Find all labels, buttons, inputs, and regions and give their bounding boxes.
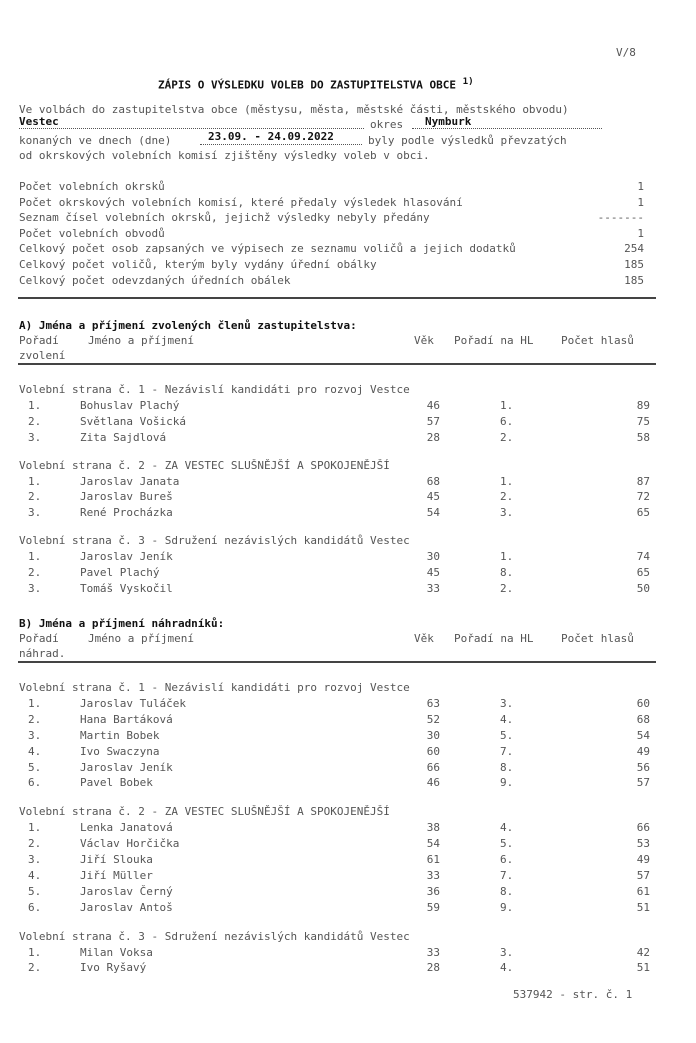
row-order: 5.	[28, 760, 42, 774]
row-votes: 57	[636, 868, 650, 882]
row-age: 59	[426, 900, 440, 914]
row-votes: 74	[636, 550, 650, 564]
row-name: Jaroslav Janata	[80, 474, 180, 488]
row-hl-order: 4.	[500, 712, 514, 726]
row-age: 52	[426, 712, 440, 726]
section-a-h-vek: Věk	[414, 334, 434, 347]
row-hl-order: 8.	[500, 566, 514, 579]
row-age: 54	[426, 506, 440, 520]
stat-label: Celkový počet voličů, kterým byly vydány úřední obálky	[19, 258, 377, 271]
table-row	[0, 550, 696, 566]
stat-row	[0, 242, 696, 258]
row-hl-order: 1.	[500, 398, 514, 412]
row-name: Jaroslav Černý	[80, 884, 173, 898]
document-title	[158, 76, 474, 92]
row-order: 1.	[28, 474, 42, 488]
stat-value: 1	[637, 195, 644, 209]
intro-line-3-rest: byly podle výsledků převzatých	[368, 134, 567, 147]
row-age: 45	[426, 566, 440, 579]
row-hl-order: 4.	[500, 961, 514, 975]
row-age: 60	[426, 744, 440, 758]
section-b-h-hlasy: Počet hlasů	[561, 632, 634, 645]
party-label: Volební strana č. 2 - ZA VESTEC SLUŠNĚJŠÍ A SPOKOJENĚJŠÍ	[19, 458, 390, 472]
row-hl-order: 7.	[500, 868, 514, 882]
row-name: Hana Bartáková	[80, 712, 173, 726]
table-row	[0, 415, 696, 431]
okres-dots	[412, 128, 602, 129]
row-votes: 49	[636, 744, 650, 758]
row-hl-order: 3.	[500, 696, 514, 710]
obec-dots	[19, 128, 364, 129]
table-row	[0, 697, 696, 713]
stat-value: 1	[637, 180, 644, 193]
row-order: 3.	[28, 506, 42, 520]
row-hl-order: 9.	[500, 776, 514, 790]
section-b-title: B) Jména a příjmení náhradníků:	[19, 617, 225, 630]
row-order: 1.	[28, 550, 42, 564]
konanych-label: konaných ve dnech (dne)	[19, 134, 172, 147]
section-a-title: A) Jména a příjmení zvolených členů zastupitelstva:	[19, 319, 357, 332]
row-order: 4.	[28, 744, 42, 758]
row-order: 6.	[28, 776, 42, 790]
row-hl-order: 8.	[500, 884, 514, 898]
party-label: Volební strana č. 1 - Nezávislí kandidáti pro rozvoj Vestce	[19, 681, 410, 694]
row-order: 1.	[28, 696, 42, 710]
table-row	[0, 869, 696, 885]
row-age: 30	[426, 728, 440, 742]
row-order: 1.	[28, 821, 42, 835]
row-votes: 51	[636, 961, 650, 975]
table-row	[0, 729, 696, 745]
table-row	[0, 837, 696, 853]
row-age: 28	[426, 961, 440, 975]
row-votes: 66	[636, 821, 650, 835]
stat-label: Celkový počet osob zapsaných ve výpisech ze seznamu voličů a jejich dodatků	[19, 242, 516, 256]
table-row	[0, 399, 696, 415]
section-a-h-poradi2: zvolení	[19, 349, 66, 362]
row-name: Bohuslav Plachý	[80, 398, 180, 412]
section-b-h-poradi: Pořadí	[19, 632, 59, 645]
row-age: 66	[426, 760, 440, 774]
row-order: 2.	[28, 712, 42, 726]
election-dates: 23.09. - 24.09.2022	[208, 130, 334, 143]
row-name: Václav Horčička	[80, 837, 180, 851]
row-name: Jaroslav Jeník	[80, 760, 173, 774]
section-b-h-vek: Věk	[414, 632, 434, 645]
row-name: Zita Sajdlová	[80, 430, 167, 444]
row-name: Martin Bobek	[80, 728, 160, 742]
section-b-h-poradi2: náhrad.	[19, 647, 66, 660]
stat-label: Seznam čísel volebních okrsků, jejichž výsledky nebyly předány	[19, 211, 430, 225]
row-votes: 89	[636, 398, 650, 412]
table-row	[0, 853, 696, 869]
section-b-h-hl: Pořadí na HL	[454, 632, 534, 645]
title-text: ZÁPIS O VÝSLEDKU VOLEB DO ZASTUPITELSTVA OBCE	[158, 78, 457, 92]
row-name: Tomáš Vyskočil	[80, 581, 173, 595]
row-hl-order: 6.	[500, 853, 514, 866]
row-age: 63	[426, 696, 440, 710]
dates-dots	[200, 144, 362, 145]
row-name: Jaroslav Antoš	[80, 900, 173, 914]
stat-label: Počet okrskových volebních komisí, které předaly výsledek hlasování	[19, 195, 463, 209]
row-order: 2.	[28, 961, 42, 975]
obec-name: Vestec	[19, 115, 59, 128]
row-name: Jiří Müller	[80, 868, 153, 882]
row-votes: 50	[636, 581, 650, 595]
row-votes: 51	[636, 900, 650, 914]
table-row	[0, 490, 696, 506]
page-footer: 537942 - str. č. 1	[513, 988, 633, 1001]
table-row	[0, 713, 696, 729]
row-name: Lenka Janatová	[80, 821, 173, 835]
row-votes: 58	[636, 430, 650, 444]
row-hl-order: 9.	[500, 900, 514, 914]
row-hl-order: 7.	[500, 744, 514, 758]
row-order: 3.	[28, 430, 42, 444]
row-order: 4.	[28, 868, 42, 882]
row-hl-order: 4.	[500, 821, 514, 835]
stat-value: 185	[624, 273, 644, 287]
row-age: 36	[426, 884, 440, 898]
page-code: V/8	[616, 46, 636, 59]
row-order: 2.	[28, 566, 42, 579]
stat-value: -------	[597, 211, 644, 225]
okres-label: okres	[370, 118, 404, 131]
table-row	[0, 475, 696, 491]
divider	[18, 661, 656, 663]
row-hl-order: 2.	[500, 490, 514, 504]
row-order: 3.	[28, 581, 42, 595]
row-order: 1.	[28, 945, 42, 959]
row-votes: 54	[636, 728, 650, 742]
row-hl-order: 1.	[500, 550, 514, 564]
section-a-h-hl: Pořadí na HL	[454, 334, 534, 347]
row-order: 2.	[28, 490, 42, 504]
table-row	[0, 582, 696, 598]
stat-label: Počet volebních okrsků	[19, 180, 165, 193]
row-hl-order: 5.	[500, 728, 514, 742]
row-age: 30	[426, 550, 440, 564]
row-name: Jaroslav Jeník	[80, 550, 173, 564]
row-hl-order: 2.	[500, 430, 514, 444]
row-age: 33	[426, 581, 440, 595]
table-row	[0, 776, 696, 792]
row-name: Jaroslav Bureš	[80, 490, 173, 504]
row-hl-order: 3.	[500, 945, 514, 959]
stat-row	[0, 196, 696, 212]
row-order: 2.	[28, 414, 42, 428]
stat-row	[0, 211, 696, 227]
divider	[18, 363, 656, 365]
row-age: 46	[426, 776, 440, 790]
row-hl-order: 5.	[500, 837, 514, 851]
table-row	[0, 566, 696, 582]
row-votes: 68	[636, 712, 650, 726]
okres-name: Nymburk	[425, 115, 472, 128]
row-name: Pavel Bobek	[80, 776, 153, 790]
row-age: 54	[426, 837, 440, 851]
table-row	[0, 901, 696, 917]
row-votes: 61	[636, 884, 650, 898]
row-order: 3.	[28, 728, 42, 742]
row-votes: 56	[636, 760, 650, 774]
stat-row	[0, 258, 696, 274]
row-votes: 72	[636, 490, 650, 504]
row-order: 5.	[28, 884, 42, 898]
row-votes: 75	[636, 414, 650, 428]
row-name: Milan Voksa	[80, 945, 153, 959]
row-name: Pavel Plachý	[80, 566, 160, 579]
table-row	[0, 946, 696, 962]
row-age: 68	[426, 474, 440, 488]
row-hl-order: 6.	[500, 414, 514, 428]
row-order: 6.	[28, 900, 42, 914]
row-votes: 60	[636, 696, 650, 710]
row-order: 1.	[28, 398, 42, 412]
row-name: Jiří Slouka	[80, 853, 153, 866]
stat-row	[0, 180, 696, 196]
row-votes: 65	[636, 506, 650, 520]
title-footnote: 1)	[462, 76, 474, 87]
row-hl-order: 3.	[500, 506, 514, 520]
row-votes: 65	[636, 566, 650, 579]
row-age: 46	[426, 398, 440, 412]
row-name: René Procházka	[80, 506, 173, 520]
table-row	[0, 821, 696, 837]
table-row	[0, 761, 696, 777]
row-votes: 42	[636, 945, 650, 959]
row-order: 3.	[28, 853, 42, 866]
row-age: 61	[426, 853, 440, 866]
table-row	[0, 431, 696, 447]
row-hl-order: 2.	[500, 581, 514, 595]
row-name: Světlana Vošická	[80, 414, 186, 428]
intro-line-4: od okrskových volebních komisí zjištěny výsledky voleb v obci.	[19, 149, 430, 162]
row-votes: 57	[636, 776, 650, 790]
party-label: Volební strana č. 3 - Sdružení nezávislých kandidátů Vestec	[19, 929, 410, 943]
party-label: Volební strana č. 1 - Nezávislí kandidáti pro rozvoj Vestce	[19, 383, 410, 396]
table-row	[0, 885, 696, 901]
row-age: 33	[426, 868, 440, 882]
section-a-h-jmeno: Jméno a příjmení	[88, 334, 194, 347]
stat-value: 254	[624, 242, 644, 256]
row-age: 38	[426, 821, 440, 835]
row-age: 33	[426, 945, 440, 959]
table-row	[0, 506, 696, 522]
row-age: 57	[426, 414, 440, 428]
stat-row	[0, 227, 696, 243]
stat-row	[0, 274, 696, 290]
row-age: 45	[426, 490, 440, 504]
divider	[18, 297, 656, 299]
row-name: Ivo Swaczyna	[80, 744, 160, 758]
stat-value: 185	[624, 258, 644, 271]
stat-value: 1	[637, 226, 644, 240]
row-votes: 87	[636, 474, 650, 488]
party-label: Volební strana č. 3 - Sdružení nezávislých kandidátů Vestec	[19, 534, 410, 548]
table-row	[0, 745, 696, 761]
row-name: Ivo Ryšavý	[80, 961, 147, 975]
stat-label: Počet volebních obvodů	[19, 226, 165, 240]
row-votes: 53	[636, 837, 650, 851]
section-a-h-hlasy: Počet hlasů	[561, 334, 634, 347]
row-order: 2.	[28, 837, 42, 851]
stat-label: Celkový počet odevzdaných úředních obálek	[19, 273, 291, 287]
row-hl-order: 8.	[500, 760, 514, 774]
row-hl-order: 1.	[500, 474, 514, 488]
row-name: Jaroslav Tuláček	[80, 696, 186, 710]
intro-line-1: Ve volbách do zastupitelstva obce (městysu, města, městské části, městského obvodu)	[19, 103, 569, 116]
row-age: 28	[426, 430, 440, 444]
section-b-h-jmeno: Jméno a příjmení	[88, 632, 194, 645]
row-votes: 49	[636, 853, 650, 866]
section-a-h-poradi: Pořadí	[19, 334, 59, 347]
party-label: Volební strana č. 2 - ZA VESTEC SLUŠNĚJŠÍ A SPOKOJENĚJŠÍ	[19, 805, 390, 819]
table-row	[0, 961, 696, 977]
